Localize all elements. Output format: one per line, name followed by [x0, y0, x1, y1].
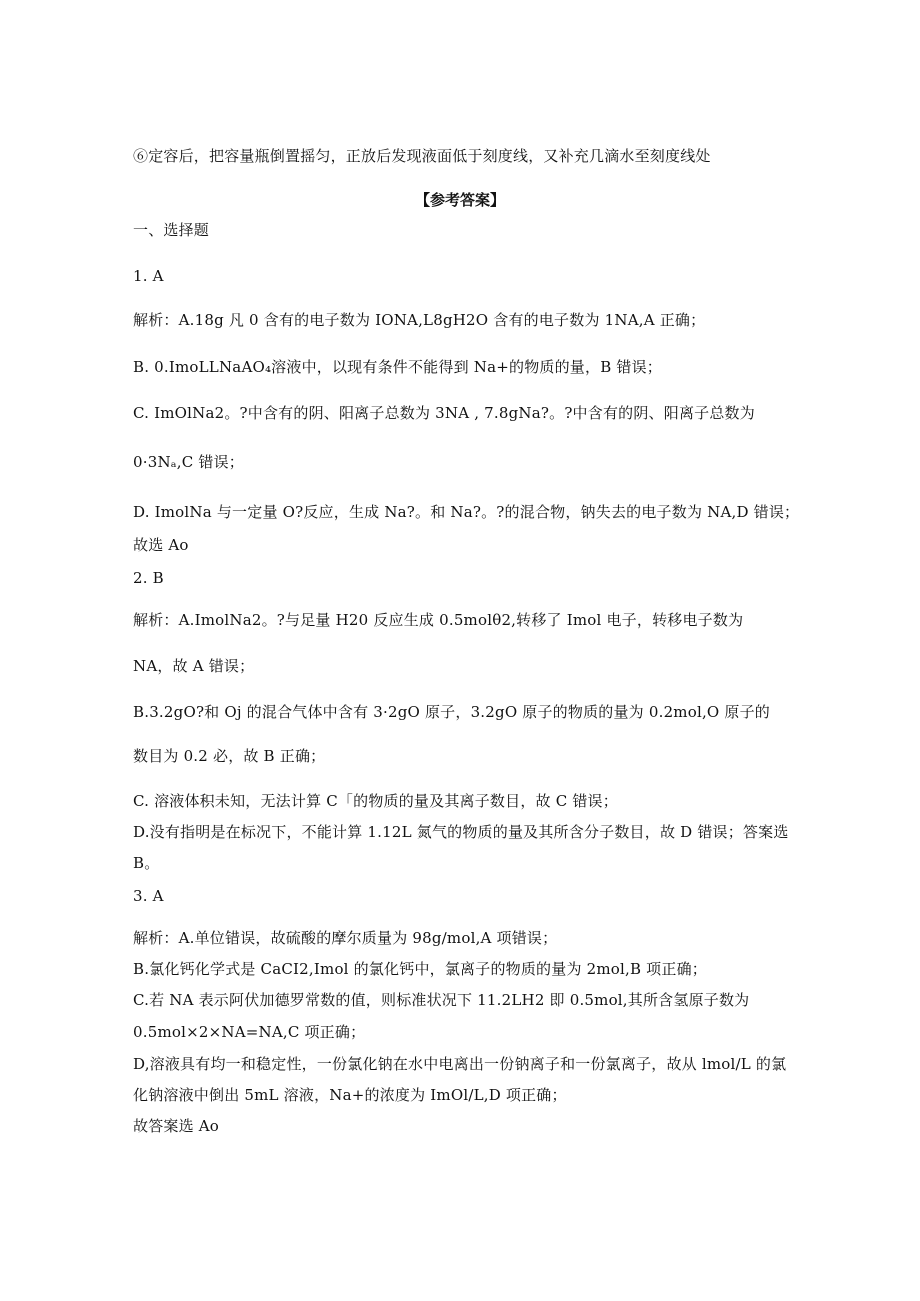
text-line: D.没有指明是在标况下，不能计算 1.12L 氮气的物质的量及其所含分子数目，故 D 错误；答案选	[133, 823, 789, 841]
text-line: C.若 NA 表示阿伏加德罗常数的值，则标准状况下 11.2LH2 即 0.5mol,其所含氢原子数为	[133, 991, 750, 1009]
text-line: 化钠溶液中倒出 5mL 溶液，Na+的浓度为 ImOl∕L,D 项正确；	[133, 1086, 567, 1104]
text-line: D. ImolNa 与一定量 O?反应，生成 Na?。和 Na?。?的混合物，钠失去的电子数为 NA,D 错误；	[133, 503, 800, 521]
text-line: 解析：A.18g 凡 0 含有的电子数为 IONA,L8gH2O 含有的电子数为 1NA,A 正确；	[133, 311, 706, 329]
text-line: 故答案选 Ao	[133, 1117, 220, 1135]
text-line: C. ImOlNa2。?中含有的阴、阳离子总数为 3NA , 7.8gNa?。?中含有的阴、阳离子总数为	[133, 404, 755, 422]
text-line: 解析：A.ImolNa2。?与足量 H20 反应生成 0.5molθ2,转移了 Imol 电子，转移电子数为	[133, 611, 744, 629]
question-answer: 3. A	[133, 887, 164, 905]
text-line: B.氯化钙化学式是 CaCI2,Imol 的氯化钙中，氯离子的物质的量为 2mol,B 项正确；	[133, 960, 707, 978]
text-line: C. 溶液体积未知，无法计算 C「的物质的量及其离子数目，故 C 错误；	[133, 792, 618, 810]
section-heading: 一、选择题	[133, 221, 210, 239]
text-line: D,溶液具有均一和稳定性，一份氯化钠在水中电离出一份钠离子和一份氯离子，故从 lmol∕L 的氯	[133, 1055, 787, 1073]
question-answer: 1. A	[133, 267, 164, 285]
question-answer: 2. B	[133, 569, 164, 587]
answer-title: 【参考答案】	[414, 191, 505, 209]
text-line: 0.5mol×2×NA=NA,C 项正确；	[133, 1023, 366, 1041]
text-line: B.3.2gO?和 Oj 的混合气体中含有 3·2gO 原子，3.2gO 原子的物质的量为 0.2mol,O 原子的	[133, 703, 770, 721]
text-line: ⑥定容后，把容量瓶倒置摇匀，正放后发现液面低于刻度线，又补充几滴水至刻度线处	[133, 147, 711, 165]
text-line: 0·3Nₐ,C 错误；	[133, 453, 244, 471]
text-line: B. 0.ImoLLNaAO₄溶液中，以现有条件不能得到 Na+的物质的量，B 错误；	[133, 358, 662, 376]
text-line: NA，故 A 错误；	[133, 657, 255, 675]
text-line: 数目为 0.2 必，故 B 正确；	[133, 747, 326, 765]
text-line: 解析：A.单位错误，故硫酸的摩尔质量为 98g∕mol,A 项错误；	[133, 929, 558, 947]
text-line: B。	[133, 854, 160, 872]
text-line: 故选 Ao	[133, 536, 189, 554]
